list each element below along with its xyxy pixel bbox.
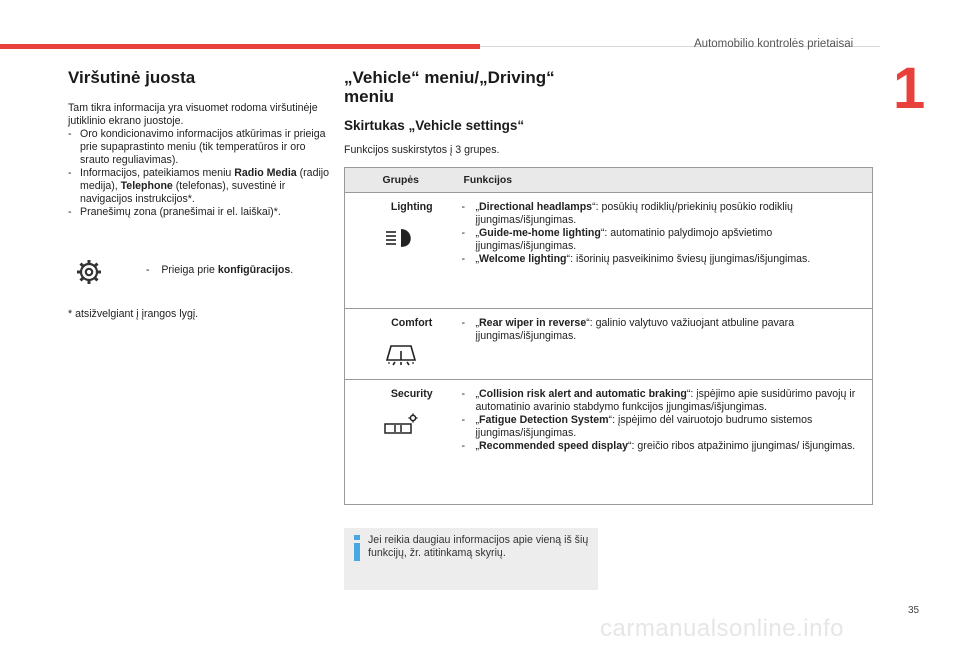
features-list [462, 201, 867, 266]
table-row [345, 193, 873, 309]
list-item: - Informacijos, pateikiamos meniu Radio Media (radijo medija), Telephone (telefonas), suvestinė ir navigacijos instrukcijos*. [68, 167, 330, 206]
features-cell [457, 309, 873, 380]
list-item: - „Recommended speed display“: greičio ribos atpažinimo įjungimas/ išjungimas. [462, 440, 867, 453]
column-header-groups: Grupės [345, 168, 457, 193]
page-number: 35 [908, 605, 920, 616]
group-cell [345, 193, 457, 309]
table-row [345, 309, 873, 380]
list-item: - Oro kondicionavimo informacijos atkūrimas ir prieiga prie supaprastinto meniu (tik temperatūros ir oro srauto reguliavimas). [68, 128, 330, 167]
watermark: carmanualsonline.info [600, 615, 844, 642]
features-list [462, 317, 867, 343]
features-cell [457, 193, 873, 309]
rear-wiper-icon [383, 342, 419, 366]
car-settings-icon [383, 413, 419, 437]
header-accent-bar [0, 44, 480, 49]
list-item: - Pranešimų zona (pranešimai ir el. laiškai)*. [68, 206, 330, 219]
configuration-row [68, 257, 330, 287]
info-note-text: Jei reikia daugiau informacijos apie vieną iš šių funkcijų, žr. atitinkamą skyrių. [368, 534, 589, 559]
features-cell [457, 380, 873, 505]
group-cell [345, 380, 457, 505]
groups-intro: Funkcijos suskirstytos į 3 grupes. [344, 144, 500, 156]
footnote: * atsižvelgiant į įrangos lygį. [68, 308, 199, 320]
configuration-text: - Prieiga prie konfigūracijos. [146, 264, 294, 276]
list-item: - „Rear wiper in reverse“: galinio valytuvo važiuojant atbuline pavara įjungimas/išjungimas. [462, 317, 867, 343]
table-row [345, 380, 873, 505]
group-name: Lighting [390, 201, 433, 213]
list-item: - „Fatigue Detection System“: įspėjimo dėl vairuotojo budrumo sistemos įjungimas/išjungimas. [462, 414, 867, 440]
column-header-functions: Funkcijos [457, 168, 873, 193]
top-bar-list [68, 128, 330, 219]
section-title-top-bar: Viršutinė juosta [68, 68, 196, 87]
functions-table [344, 167, 873, 505]
list-item: - „Directional headlamps“: posūkių rodiklių/priekinių posūkio rodiklių įjungimas/išjungimas. [462, 201, 867, 227]
left-column [68, 68, 330, 219]
group-name: Security [390, 388, 433, 400]
info-note [344, 528, 598, 590]
gear-icon [76, 259, 102, 285]
top-bar-intro: Tam tikra informacija yra visuomet rodoma viršutinėje jutiklinio ekrano juostoje. [68, 102, 318, 127]
info-icon [352, 535, 362, 561]
features-list [462, 388, 867, 453]
list-item: - „Collision risk alert and automatic braking“: įspėjimo apie susidūrimo pavojų ir automatinio avarinio stabdymo funkcijos įjungimas/išjungimas. [462, 388, 867, 414]
list-item: - „Welcome lighting“: išorinių pasveikinimo šviesų įjungimas/išjungimas. [462, 253, 867, 266]
chapter-number: 1 [893, 56, 926, 121]
section-title-vehicle-menu: „Vehicle“ meniu/„Driving“ meniu [344, 68, 555, 106]
group-name: Comfort [391, 317, 433, 329]
subsection-title: Skirtukas „Vehicle settings“ [344, 118, 525, 133]
list-item: - „Guide-me-home lighting“: automatinio palydimojo apšvietimo įjungimas/išjungimas. [462, 227, 867, 253]
right-column [344, 68, 874, 156]
running-title: Automobilio kontrolės prietaisai [694, 38, 854, 50]
group-cell [345, 309, 457, 380]
headlamp-icon [383, 226, 419, 250]
table-header-row [345, 168, 873, 193]
